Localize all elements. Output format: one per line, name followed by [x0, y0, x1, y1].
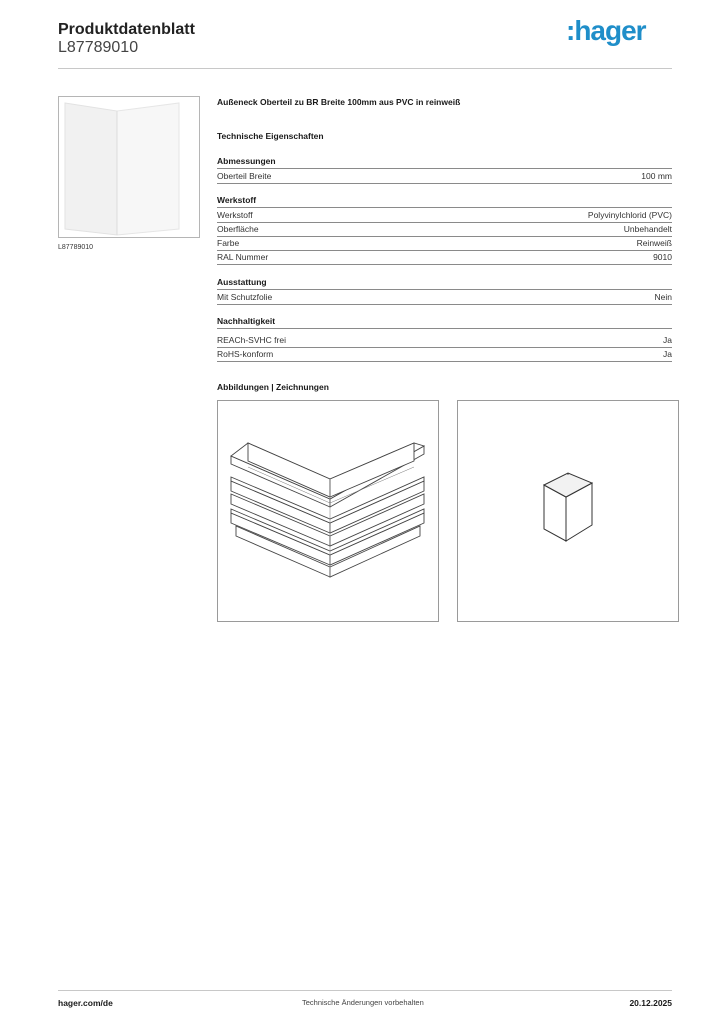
spec-key: Oberfläche — [217, 224, 259, 234]
spec-row — [217, 348, 672, 362]
corner-part-drawing — [458, 401, 678, 621]
spec-value: Unbehandelt — [623, 224, 672, 234]
technical-heading: Technische Eigenschaften — [217, 131, 324, 141]
page-title: Produktdatenblatt — [58, 21, 195, 38]
spec-row — [217, 237, 672, 251]
spec-key: Mit Schutzfolie — [217, 292, 273, 302]
product-description: Außeneck Oberteil zu BR Breite 100mm aus PVC in reinweiß — [217, 97, 461, 107]
footer-website: hager.com/de — [58, 998, 113, 1008]
spec-value: Ja — [663, 349, 672, 359]
group-title-abmessungen: Abmessungen — [217, 156, 672, 169]
thumbnail-caption: L87789010 — [58, 244, 94, 251]
spec-row — [217, 251, 672, 265]
spec-row — [217, 291, 672, 305]
product-thumbnail — [58, 96, 200, 238]
spec-key: Oberteil Breite — [217, 171, 272, 181]
header-divider — [58, 68, 672, 69]
spec-value: Ja — [663, 335, 672, 345]
corner-profile-drawing — [218, 401, 438, 621]
spec-value: Polyvinylchlorid (PVC) — [587, 210, 672, 220]
product-code: L87789010 — [58, 39, 139, 56]
drawings-heading: Abbildungen | Zeichnungen — [217, 382, 329, 392]
group-title-ausstattung: Ausstattung — [217, 277, 672, 290]
spec-row — [217, 209, 672, 223]
spec-row — [217, 170, 672, 184]
technical-drawing-box — [217, 400, 439, 622]
group-title-nachhaltigkeit: Nachhaltigkeit — [217, 316, 672, 329]
spec-key: RAL Nummer — [217, 252, 269, 262]
hager-logo: :hager — [566, 15, 646, 46]
footer-date: 20.12.2025 — [629, 998, 672, 1008]
footer-divider — [58, 990, 672, 991]
spec-key: Werkstoff — [217, 210, 253, 220]
spec-row — [217, 334, 672, 348]
logo-text: hager — [574, 15, 646, 46]
spec-key: REACh-SVHC frei — [217, 335, 286, 345]
footer-note: Technische Änderungen vorbehalten — [302, 998, 424, 1007]
spec-key: Farbe — [217, 238, 240, 248]
product-image — [59, 97, 199, 237]
spec-value: Reinweiß — [636, 238, 672, 248]
spec-value: 100 mm — [641, 171, 672, 181]
product-rendering-box — [457, 400, 679, 622]
group-title-werkstoff: Werkstoff — [217, 195, 672, 208]
spec-value: 9010 — [653, 252, 672, 262]
spec-key: RoHS-konform — [217, 349, 274, 359]
spec-row — [217, 223, 672, 237]
spec-value: Nein — [654, 292, 672, 302]
